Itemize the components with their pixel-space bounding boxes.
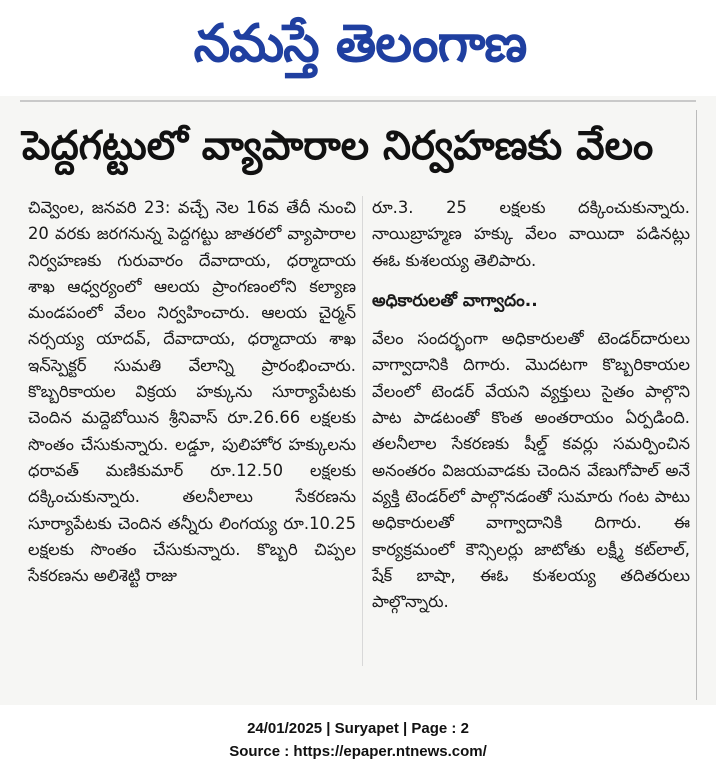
footer-source-link: Source : https://epaper.ntnews.com/ [229,743,487,760]
article-headline: పెద్దగట్టులో వ్యాపారాల నిర్వహణకు వేలం [22,123,654,169]
article-subheading: అధికారులతో వాగ్వాదం.. [372,290,538,311]
right-edge-rule [696,110,697,700]
source-footer [0,705,716,781]
masthead-divider [20,100,696,102]
newspaper-logo: నమస్తే తెలంగాణ [193,14,527,74]
article-column-right [372,195,690,615]
right-edge-strip [702,250,716,690]
masthead [0,0,716,96]
column-divider [362,196,363,666]
article-body-right-intro: రూ.3. 25 లక్షలకు దక్కించుకున్నారు. నాయిబ్రాహ్మణ హక్కు వేలం వాయిదా పడినట్లు ఈఓ కుశలయ్య తెలిపారు. [372,198,690,270]
footer-date-edition-page: 24/01/2025 | Suryapet | Page : 2 [247,720,469,737]
article-body-left: చివ్వెంల, జనవరి 23: వచ్చే నెల 16వ తేదీ నుంచి 20 వరకు జరగనున్న పెద్దగట్టు జాతరలో వ్యాపారాల నిర్వహణకు గురువారం దేవాదాయ, ధర్మాదాయ శాఖ ఆధ్వర్యంలో ఆలయ ప్రాంగణంలోని కల్యాణ మండపంలో వేలం నిర్వహించారు. ఆలయ చైర్మన్ నర్సయ్య యాదవ్, దేవాదాయ, ధర్మాదాయ శాఖ ఇన్‌స్పెక్టర్ సుమతి వేలాన్ని ప్రారంభించారు. కొబ్బరికాయల విక్రయ హక్కును సూర్యాపేటకు చెందిన మద్దెబోయిన శ్రీనివాస్ రూ.26.66 లక్షలకు సొంతం చేసుకున్నారు. లడ్డూ, పులిహోర హక్కులను ధరావత్ మణికుమార్ రూ.12.50 లక్షలకు దక్కించుకున్నారు. తలనీలాలు సేకరణను సూర్యాపేటకు చెందిన తన్నీరు లింగయ్య రూ.10.25 లక్షలకు సొంతం చేసుకున్నారు. కొబ్బరి చిప్పల సేకరణను అలిశెట్టి రాజు [28,198,356,586]
article-column-left [28,195,356,589]
left-edge-strip [0,160,8,700]
next-headline-cut [36,688,576,705]
article-body-right: వేలం సందర్భంగా అధికారులతో టెండర్‌దారులు వాగ్వాదానికి దిగారు. మొదటగా కొబ్బరికాయల వేలంలో టెండర్ వేయని వ్యక్తులు సైతం పాల్గొని పాట పాడటంతో కొంత అంతరాయం ఏర్పడింది. తలనీలాల సేకరణకు షీల్డ్ కవర్లు సమర్పించిన అనంతరం విజయవాడకు చెందిన వేణుగోపాల్ అనే వ్యక్తి టెండర్‌లో పాల్గొనడంతో సుమారు గంట పాటు అధికారులతో వాగ్వాదానికి దిగారు. ఈ కార్యక్రమంలో కౌన్సిలర్లు జాటోతు లక్ష్మీ కట్‌లాల్, షేక్ బాషా, ఈఓ కుశలయ్య తదితరులు పాల్గొన్నారు. [372,329,690,612]
